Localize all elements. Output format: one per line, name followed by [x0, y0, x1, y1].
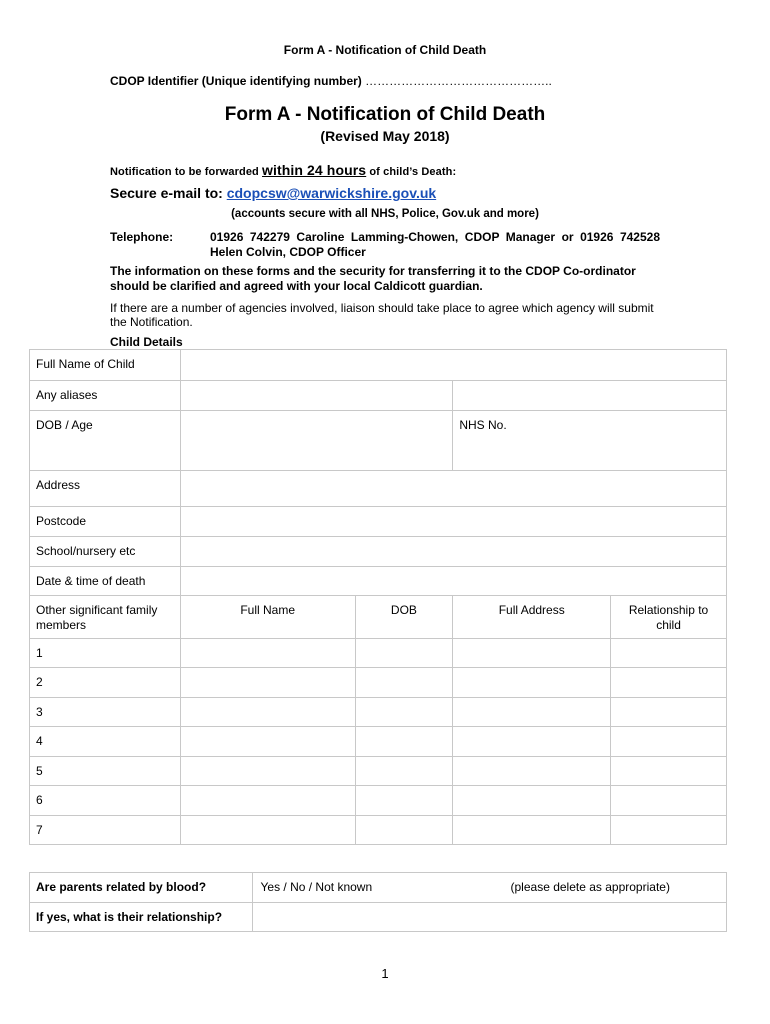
family-label: Other significant family members: [36, 603, 158, 632]
related-input[interactable]: [252, 873, 726, 903]
cdop-identifier-field[interactable]: ………………………………………..: [365, 74, 552, 88]
family-address-input[interactable]: [453, 698, 611, 727]
family-row-number: 4: [36, 734, 43, 748]
nhs-cell[interactable]: [453, 411, 727, 471]
family-row-number: 3: [36, 705, 43, 719]
forwarding-instruction: [110, 162, 456, 178]
family-row-number-cell: [30, 698, 181, 727]
family-row: [30, 668, 727, 698]
forwarding-before: Notification to be forwarded: [110, 166, 263, 178]
family-col-full-name: Full Name: [240, 603, 296, 617]
family-name-input[interactable]: [180, 639, 355, 668]
family-col-header: [453, 596, 611, 639]
family-row-number-cell: [30, 727, 181, 757]
related-label-cell: [30, 873, 253, 903]
relationship-input[interactable]: [252, 903, 726, 932]
address-label-cell: [30, 471, 181, 507]
family-name-input[interactable]: [180, 668, 355, 698]
telephone-label: Telephone:: [110, 230, 174, 244]
family-address-input[interactable]: [453, 668, 611, 698]
aliases-label-cell: [30, 381, 181, 411]
school-label: School/nursery etc: [36, 544, 136, 558]
family-row-number: 7: [36, 823, 43, 837]
aliases-input[interactable]: [180, 381, 453, 411]
family-col-header: [180, 596, 355, 639]
cdop-identifier-label: CDOP Identifier (Unique identifying number): [110, 74, 362, 88]
family-dob-input[interactable]: [355, 727, 453, 757]
secure-email: [110, 185, 436, 201]
family-relationship-input[interactable]: [611, 639, 727, 668]
family-label-cell: [30, 596, 181, 639]
dob-label-cell: [30, 411, 181, 471]
address-label: Address: [36, 478, 81, 492]
form-subtitle: (Revised May 2018): [320, 128, 450, 144]
death-label-cell: [30, 567, 181, 596]
family-name-input[interactable]: [180, 816, 355, 845]
parents-table: [29, 872, 727, 932]
family-address-input[interactable]: [453, 786, 611, 816]
family-col-address: Full Address: [498, 603, 565, 617]
postcode-label-cell: [30, 507, 181, 537]
family-row-number-cell: [30, 786, 181, 816]
email-link[interactable]: cdopcsw@warwickshire.gov.uk: [226, 185, 437, 201]
postcode-input[interactable]: [180, 507, 726, 537]
family-col-dob: DOB: [390, 603, 417, 617]
family-dob-input[interactable]: [355, 639, 453, 668]
family-row-number-cell: [30, 757, 181, 786]
child-details-table: [29, 349, 727, 845]
family-address-input[interactable]: [453, 727, 611, 757]
forwarding-after: of child’s Death:: [366, 166, 457, 178]
family-row: [30, 639, 727, 668]
email-label: Secure e-mail to:: [110, 185, 223, 201]
relationship-label-cell: [30, 903, 253, 932]
family-relationship-input[interactable]: [611, 816, 727, 845]
address-input[interactable]: [180, 471, 726, 507]
death-label: Date & time of death: [36, 574, 146, 588]
family-row-number-cell: [30, 816, 181, 845]
aliases-input-2[interactable]: [453, 381, 727, 411]
family-row: [30, 816, 727, 845]
family-dob-input[interactable]: [355, 757, 453, 786]
family-relationship-input[interactable]: [611, 698, 727, 727]
telephone-value: 01926 742279 Caroline Lamming-Chowen, CDOP Manager or 01926 742528 Helen Colvin, CDOP Officer: [210, 230, 660, 259]
school-input[interactable]: [180, 537, 726, 567]
family-col-relationship: Relationship to child: [628, 603, 709, 632]
child-details-heading: Child Details: [110, 335, 183, 349]
family-row: [30, 786, 727, 816]
full-name-input[interactable]: [180, 350, 726, 381]
family-dob-input[interactable]: [355, 668, 453, 698]
running-header: Form A - Notification of Child Death: [283, 43, 487, 57]
caldicott-info: The information on these forms and the security for transferring it to the CDOP Co-ordinator should be clarified and agreed with your local Caldicott guardian.: [110, 264, 636, 293]
family-col-header: [611, 596, 727, 639]
family-row-number: 6: [36, 793, 43, 807]
family-row: [30, 698, 727, 727]
death-input[interactable]: [180, 567, 726, 596]
cdop-identifier: [110, 74, 552, 88]
family-row-number-cell: [30, 639, 181, 668]
family-relationship-input[interactable]: [611, 757, 727, 786]
agency-info: If there are a number of agencies involved, liaison should take place to agree which agency will submit the Notification.: [110, 301, 654, 329]
family-address-input[interactable]: [453, 639, 611, 668]
related-options: Yes / No / Not known: [260, 880, 373, 894]
family-row-number-cell: [30, 668, 181, 698]
aliases-label: Any aliases: [36, 388, 98, 402]
family-dob-input[interactable]: [355, 698, 453, 727]
dob-label: DOB / Age: [36, 418, 93, 432]
family-name-input[interactable]: [180, 727, 355, 757]
family-relationship-input[interactable]: [611, 786, 727, 816]
related-label: Are parents related by blood?: [36, 880, 207, 894]
family-relationship-input[interactable]: [611, 727, 727, 757]
family-row-number: 5: [36, 764, 43, 778]
family-row: [30, 727, 727, 757]
nhs-label: NHS No.: [459, 418, 507, 432]
family-row-number: 1: [36, 646, 43, 660]
accounts-note: (accounts secure with all NHS, Police, Gov.uk and more): [231, 208, 539, 220]
family-name-input[interactable]: [180, 757, 355, 786]
relationship-label: If yes, what is their relationship?: [36, 910, 223, 924]
family-col-header: [355, 596, 453, 639]
forwarding-highlight: within 24 hours: [262, 162, 367, 178]
postcode-label: Postcode: [36, 514, 87, 528]
family-row: [30, 757, 727, 786]
related-note: (please delete as appropriate): [510, 880, 670, 894]
page-number: 1: [381, 966, 389, 981]
family-address-input[interactable]: [453, 816, 611, 845]
family-address-input[interactable]: [453, 757, 611, 786]
full-name-label: Full Name of Child: [36, 357, 135, 371]
family-relationship-input[interactable]: [611, 668, 727, 698]
family-dob-input[interactable]: [355, 816, 453, 845]
related-options-row: [253, 873, 726, 895]
family-name-input[interactable]: [180, 786, 355, 816]
form-title: Form A - Notification of Child Death: [224, 104, 546, 125]
family-dob-input[interactable]: [355, 786, 453, 816]
full-name-label-cell: [30, 350, 181, 381]
school-label-cell: [30, 537, 181, 567]
family-name-input[interactable]: [180, 698, 355, 727]
dob-input[interactable]: [180, 411, 453, 471]
family-row-number: 2: [36, 675, 43, 689]
